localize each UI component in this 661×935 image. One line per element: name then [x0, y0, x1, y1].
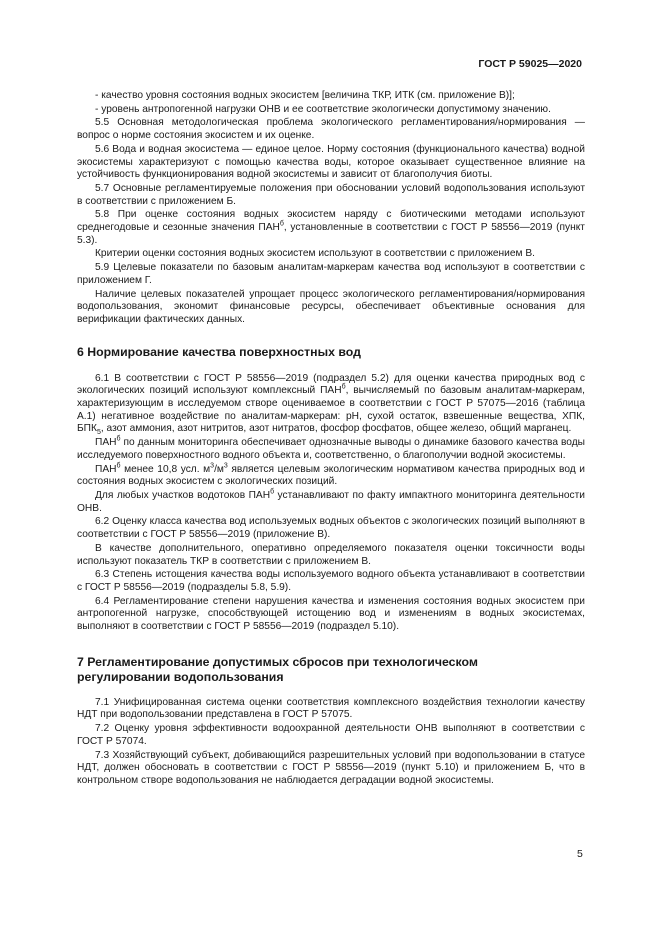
section-6-heading: 6 Нормирование качества поверхностных вод — [77, 344, 361, 359]
paragraph-6-2: 6.2 Оценку класса качества вод используемых водных объектов с экологических позиций выполняют в соответствии с ГОСТ Р 58556—2019 (приложение В). — [77, 516, 585, 541]
paragraph-5-9: 5.9 Целевые показатели по базовым аналитам-маркерам качества вод используют в соответствии с приложением Г. — [77, 262, 585, 286]
paragraph-pan-monitoring: $ПАН^б$ по данным мониторинга обеспечивает однозначные выводы о динамике базового качества воды исследуемого поверхностного водного объекта и, соответственно, о благополучии водной экосистемы. — [77, 435, 585, 461]
list-item: - качество уровня состояния водных экосистем [величина ТКР, ИТК (см. приложение В)]; — [95, 90, 515, 101]
list-item: - уровень антропогенной нагрузки ОНВ и ее соответствие экологически допустимому значению. — [95, 103, 551, 115]
paragraph-pan-target: $ПАН^б$ менее 10,8 усл. $м^3/м^3$ является целевым экологическим нормативом качества природных вод и состояния водных экосистем с экологических позиций. — [77, 462, 585, 488]
section-7-heading-line-1: 7 Регламентирование допустимых сбросов при технологическом — [77, 654, 478, 669]
paragraph-5-7: 5.7 Основные регламентируемые положения при обосновании условий водопользования используют в соответствии с приложением Б. — [77, 182, 585, 207]
paragraph-pan-watercourses: Для любых участков водотоков $ПАН^б$ устанавливают по факту импактного мониторинга деятельности ОНВ. — [77, 488, 585, 514]
paragraph-criteria: Критерии оценки состояния водных экосистем используют в соответствии с приложением В. — [95, 248, 536, 260]
paragraph-7-3: 7.3 Хозяйствующий субъект, добивающийся разрешительных условий при водопользовании в статусе НДТ, должен обосновать в соответствии с ГОСТ Р 58556—2019 (пункт 5.10) и приложением Б, что в контрольном створе водопользования не наблюдается деградации водной экосистемы. — [77, 749, 585, 786]
paragraph-7-1: 7.1 Унифицированная система оценки соответствия комплексного воздействия технологии качеству НДТ при водопользовании представлена в ГОСТ Р 57075. — [77, 696, 585, 721]
paragraph-5-6: 5.6 Вода и водная экосистема — единое целое. Норму состояния (функционального качества) водной экосистемы характеризуют с помощью качества воды, которое оказывает существенное влияние на устойчивость функционирования водной экосистемы и зависит от благополучия биоты. — [77, 143, 585, 181]
paragraph-targets: Наличие целевых показателей упрощает процесс экологического регламентирования/нормирования водопользования, экономит финансовые ресурсы, обеспечивает объективные основания для верификации фактических данных. — [77, 288, 585, 325]
paragraph-tkr: В качестве дополнительного, оперативно определяемого показателя оценки токсичности воды используют показатель ТКР в соответствии с приложением В. — [77, 542, 585, 567]
section-7-heading — [77, 655, 585, 685]
paragraph-5-8: 5.8 При оценке состояния водных экосистем наряду с биотическими методами используют среднегодовые и сезонные значения $ПАН^б$, установленные в соответствии с ГОСТ Р 58556—2019 (пункт 5.3). — [77, 209, 585, 246]
paragraph-5-5: 5.5 Основная методологическая проблема экологического регламентирования/нормирования — вопрос о норме состояния экосистем и их оценке. — [77, 117, 585, 142]
paragraph-6-1: 6.1 В соответствии с ГОСТ Р 58556—2019 (подраздел 5.2) для оценки качества природных вод с экологических позиций используют комплексный $ПАН^б$, вычисляемый по базовым аналитам-маркерам, характеризующим в исследуемом створе оцениваемое в соответствии с ГОСТ Р 57075—2016 (таблица А.1) негативное воздействие по аналитам-маркерам: pH, сухой остаток, взвешенные вещества, ХПК, $БПК_5$, азот аммония, азот нитритов, азот нитратов, фосфор фосфатов, общее железо, общий марганец. — [77, 372, 585, 437]
paragraph-6-4: 6.4 Регламентирование степени нарушения качества и изменения состояния водных экосистем при антропогенной нагрузке, способствующей истощению вод и изменениям в водных экосистемах, выполняют в соответствии с ГОСТ Р 58556—2019 (подраздел 5.10). — [77, 595, 585, 633]
document-code-header: ГОСТ Р 59025—2020 — [478, 58, 582, 70]
page-content — [77, 90, 585, 789]
paragraph-6-3: 6.3 Степень истощения качества воды используемого водного объекта устанавливают в соответствии с ГОСТ Р 58556—2019 (подразделы 5.8, 5.9). — [77, 569, 585, 593]
paragraph-7-2: 7.2 Оценку уровня эффективности водоохранной деятельности ОНВ выполняют в соответствии с ГОСТ Р 57074. — [77, 723, 585, 747]
section-7-heading-line-2: регулировании водопользования — [77, 669, 284, 684]
page-number: 5 — [577, 848, 583, 860]
